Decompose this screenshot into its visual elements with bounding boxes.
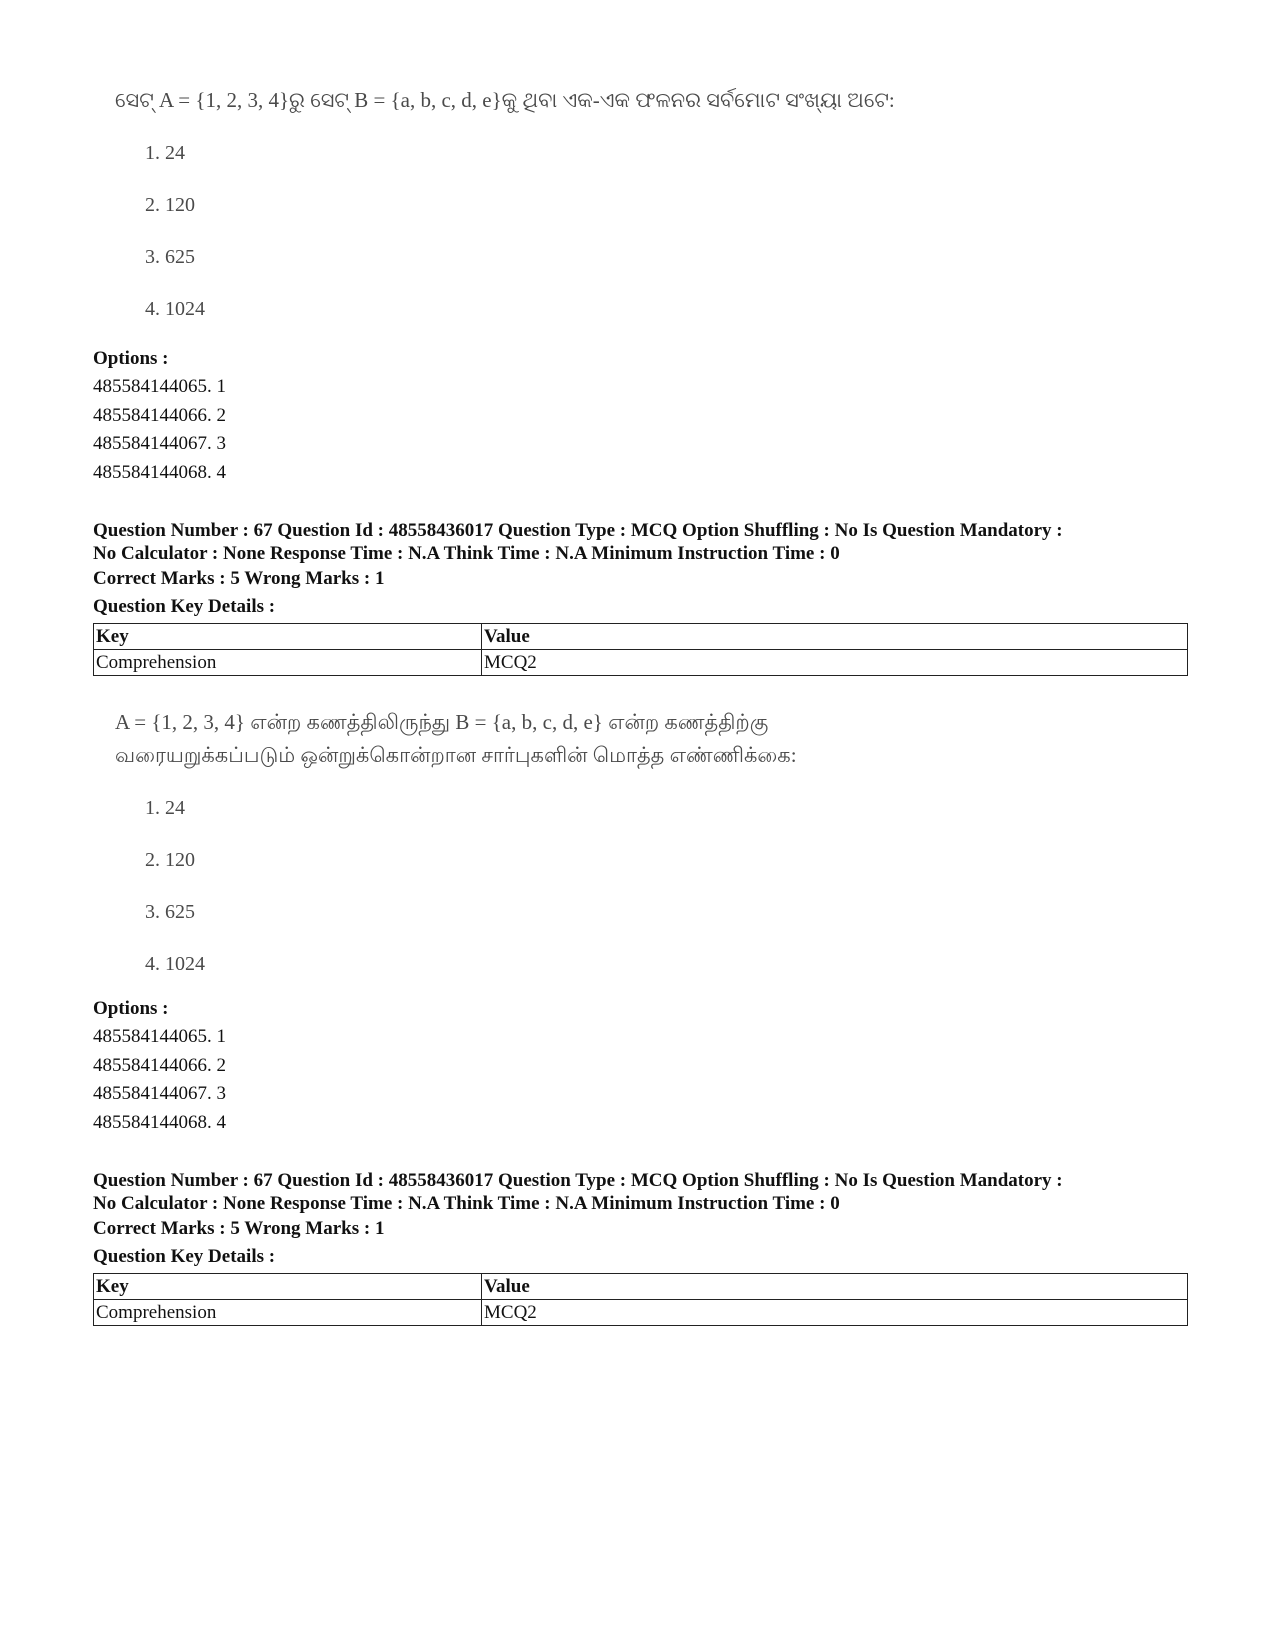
question-stem: A = {1, 2, 3, 4} என்ற கணத்திலிருந்து B = {a, b, c, d, e} என்ற கணத்திற்கு xyxy=(115,710,769,734)
table-header-cell: Key xyxy=(94,624,482,650)
question-meta xyxy=(93,1170,1188,1326)
table-row xyxy=(94,650,1188,676)
question-meta xyxy=(93,520,1188,676)
question-stem: வரையறுக்கப்படும் ஒன்றுக்கொன்றான சார்புகளின் மொத்த எண்ணிக்கை: xyxy=(115,743,797,767)
table-header-cell: Key xyxy=(94,1274,482,1300)
table-header-cell: Value xyxy=(482,624,1188,650)
table-cell: Comprehension xyxy=(94,650,482,676)
key-value-table xyxy=(93,623,1188,676)
choice-item: 1. 24 xyxy=(145,797,185,819)
question-image-tamil xyxy=(115,706,797,1004)
question-stem: ସେଟ୍ A = {1, 2, 3, 4}ରୁ ସେଟ୍ B = {a, b, c, d, e}କୁ ଥିବା ଏକ-ଏକ ଫଳନର ସର୍ବମୋଟ ସଂଖ୍ୟା ଅଟେ: xyxy=(115,88,895,112)
table-header-cell: Value xyxy=(482,1274,1188,1300)
marks-line: Correct Marks : 5 Wrong Marks : 1 xyxy=(93,568,385,589)
option-row: 485584144065. 1 xyxy=(93,376,226,397)
meta-line: No Calculator : None Response Time : N.A Think Time : N.A Minimum Instruction Time : 0 xyxy=(93,542,840,564)
choice-item: 3. 625 xyxy=(145,246,195,268)
table-cell: Comprehension xyxy=(94,1300,482,1326)
option-row: 485584144066. 2 xyxy=(93,1054,226,1076)
option-row: 485584144067. 3 xyxy=(93,1083,226,1104)
table-header-row xyxy=(94,624,1188,650)
options-section xyxy=(93,345,1188,487)
option-row: 485584144066. 2 xyxy=(93,404,226,426)
table-cell: MCQ2 xyxy=(482,650,1188,676)
options-label: Options : xyxy=(93,348,169,369)
option-row: 485584144067. 3 xyxy=(93,433,226,454)
choice-item: 2. 120 xyxy=(145,849,195,871)
table-row xyxy=(94,1300,1188,1326)
choice-item: 1. 24 xyxy=(145,142,185,164)
table-cell: MCQ2 xyxy=(482,1300,1188,1326)
choice-item: 3. 625 xyxy=(145,901,195,923)
table-header-row xyxy=(94,1274,1188,1300)
meta-line: Question Number : 67 Question Id : 48558436017 Question Type : MCQ Option Shuffling : No Is Question Mandatory : xyxy=(93,1170,1063,1191)
key-details-label: Question Key Details : xyxy=(93,1246,276,1267)
choice-item: 2. 120 xyxy=(145,194,195,216)
option-row: 485584144068. 4 xyxy=(93,1111,226,1133)
question-image-odia xyxy=(115,84,895,349)
option-row: 485584144068. 4 xyxy=(93,461,226,483)
meta-line: Question Number : 67 Question Id : 48558436017 Question Type : MCQ Option Shuffling : No Is Question Mandatory : xyxy=(93,520,1063,541)
key-details-label: Question Key Details : xyxy=(93,596,276,617)
options-label: Options : xyxy=(93,998,169,1019)
meta-line: No Calculator : None Response Time : N.A Think Time : N.A Minimum Instruction Time : 0 xyxy=(93,1192,840,1214)
choice-item: 4. 1024 xyxy=(145,298,205,320)
choice-list xyxy=(115,141,895,349)
options-section xyxy=(93,995,1188,1137)
key-value-table xyxy=(93,1273,1188,1326)
choice-list xyxy=(115,796,797,1004)
choice-item: 4. 1024 xyxy=(145,953,205,975)
option-row: 485584144065. 1 xyxy=(93,1026,226,1047)
marks-line: Correct Marks : 5 Wrong Marks : 1 xyxy=(93,1218,385,1239)
